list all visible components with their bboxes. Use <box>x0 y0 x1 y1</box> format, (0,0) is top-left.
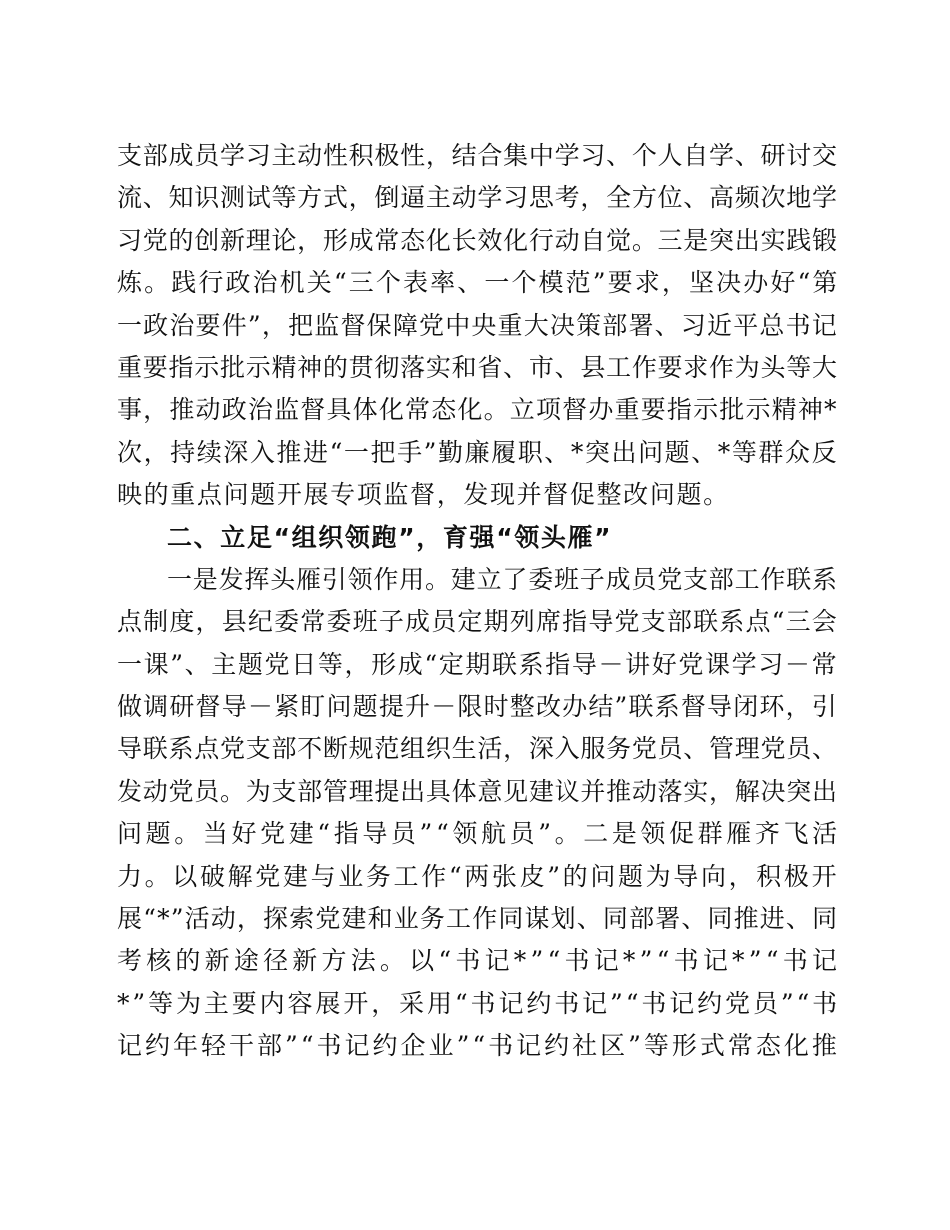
text-line: 流、知识测试等方式，倒逼主动学习思考，全方位、高频次地学 <box>117 183 838 213</box>
document-body <box>117 135 842 1068</box>
text-line: 重要指示批示精神的贯彻落实和省、市、县工作要求作为头等大 <box>117 352 838 382</box>
text-line: 记约年轻干部”“书记约企业”“书记约社区”等形式常态化推 <box>117 1031 840 1061</box>
text-line: 导联系点党支部不断规范组织生活，深入服务党员、管理党员、 <box>117 734 838 764</box>
section-heading: 二、立足“组织领跑”，育强“领头雁” <box>167 522 613 552</box>
text-line: 支部成员学习主动性积极性，结合集中学习、个人自学、研讨交 <box>117 141 838 170</box>
text-line: 考核的新途径新方法。以“书记*”“书记*”“书记*”“书记 <box>117 946 842 976</box>
text-line: 做调研督导－紧盯问题提升－限时整改办结”联系督导闭环，引 <box>117 692 838 722</box>
text-line: 炼。践行政治机关“三个表率、一个模范”要求，坚决办好“第 <box>117 268 840 298</box>
text-line: 一是发挥头雁引领作用。建立了委班子成员党支部工作联系 <box>167 564 838 594</box>
text-line: 问题。当好党建“指导员”“领航员”。二是领促群雁齐飞活 <box>117 819 841 849</box>
text-line: 力。以破解党建与业务工作“两张皮”的问题为导向，积极开 <box>117 861 840 891</box>
text-line: 习党的创新理论，形成常态化长效化行动自觉。三是突出实践锻 <box>117 225 838 255</box>
text-line: 次，持续深入推进“一把手”勤廉履职、*突出问题、*等群众反 <box>117 437 839 467</box>
text-line: 一政治要件”，把监督保障党中央重大决策部署、习近平总书记 <box>117 310 838 340</box>
text-line: 点制度，县纪委常委班子成员定期列席指导党支部联系点“三会 <box>117 607 838 637</box>
text-line: 展“*”活动，探索党建和业务工作同谋划、同部署、同推进、同 <box>117 904 839 934</box>
text-line: 一课”、主题党日等，形成“定期联系指导－讲好党课学习－常 <box>117 649 839 679</box>
text-line: 发动党员。为支部管理提出具体意见建议并推动落实，解决突出 <box>117 776 838 806</box>
text-line: *”等为主要内容展开，采用“书记约书记”“书记约党员”“书 <box>117 988 841 1018</box>
text-line: 映的重点问题开展专项监督，发现并督促整改问题。 <box>117 480 730 510</box>
text-line: 事，推动政治监督具体化常态化。立项督办重要指示批示精神* <box>117 395 838 425</box>
